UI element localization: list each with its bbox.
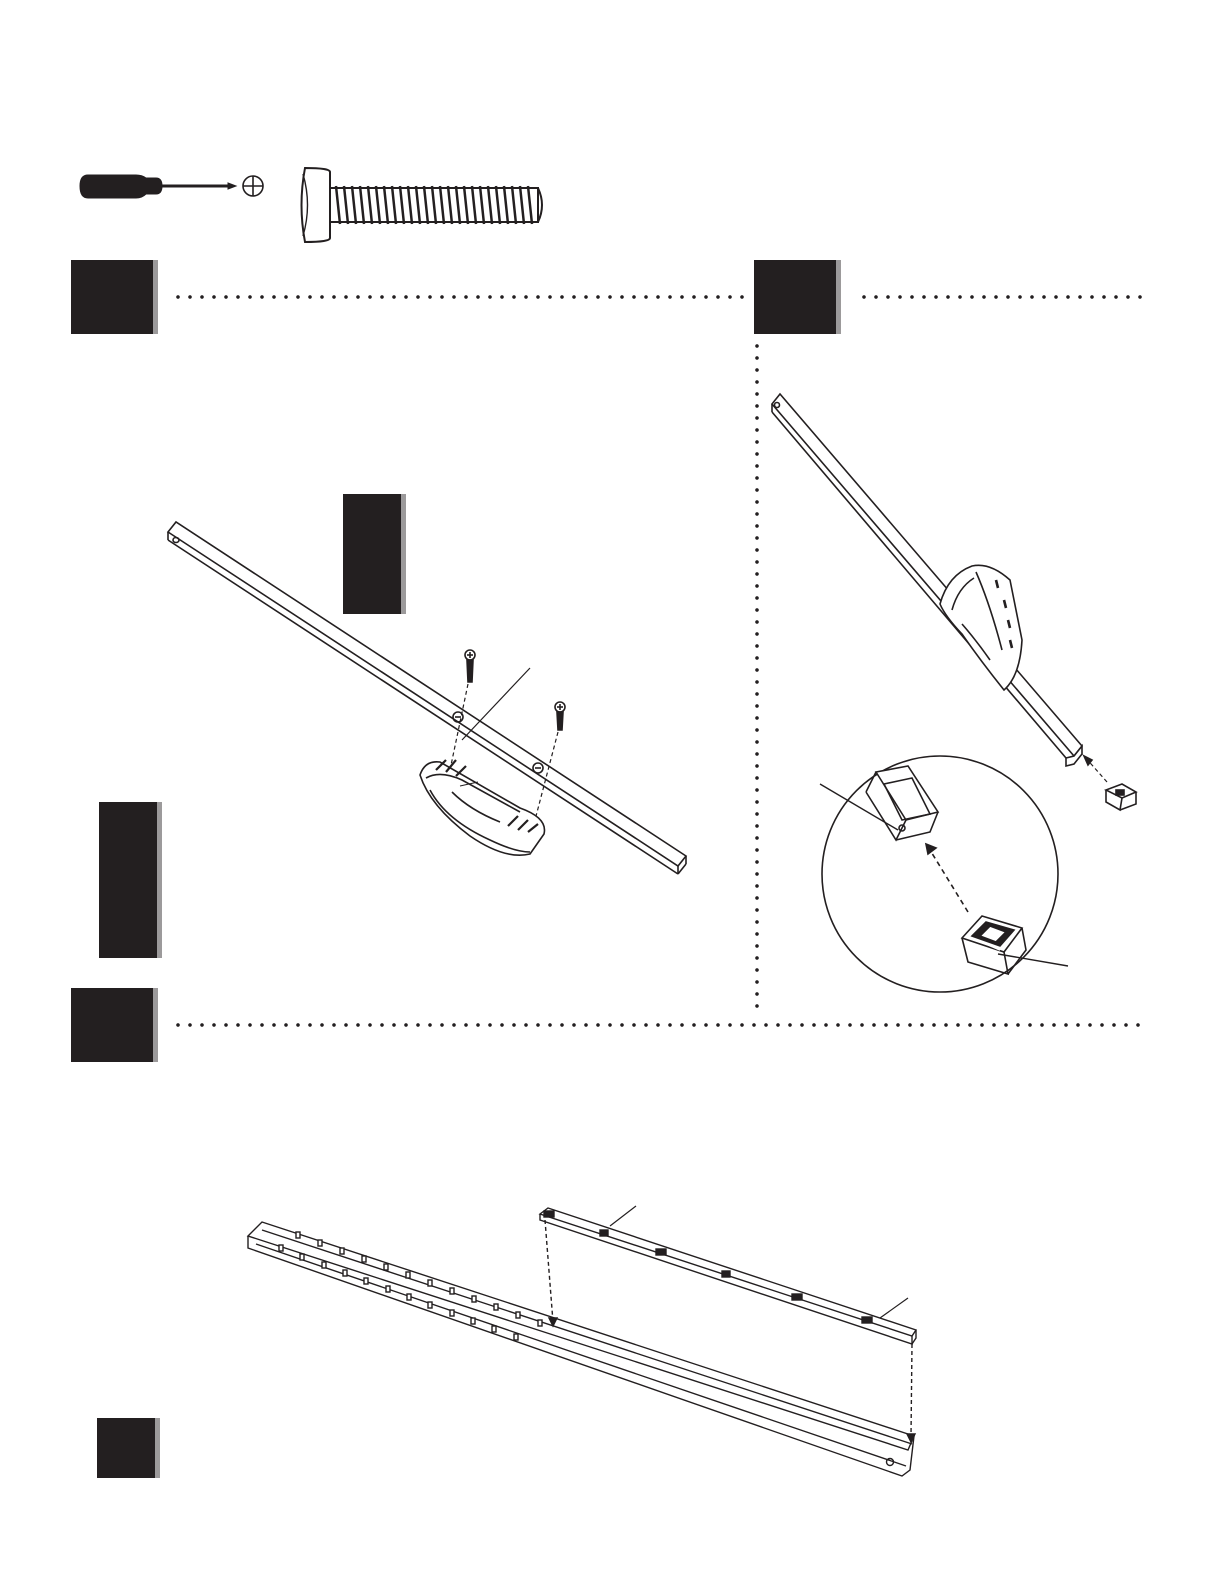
slotted-rail — [248, 1222, 914, 1476]
step-number-badge — [71, 988, 153, 1062]
mounting-strip — [540, 1208, 916, 1344]
square-tube — [168, 522, 686, 874]
step-a-illustration — [168, 522, 686, 874]
phillips-screwdriver-icon — [80, 175, 263, 198]
dotted-divider — [172, 1023, 1148, 1027]
part-label-panel — [97, 1418, 155, 1478]
dotted-divider-vertical — [755, 340, 759, 1016]
part-label-panel — [343, 494, 401, 614]
screw-icon — [302, 168, 543, 242]
dotted-divider — [172, 295, 750, 299]
step-number-badge — [754, 260, 836, 334]
end-cap-icon — [1106, 784, 1136, 810]
step-b-illustration — [772, 394, 1136, 992]
dotted-divider — [858, 295, 1148, 299]
step-c-illustration — [248, 1206, 916, 1476]
long-tube — [772, 394, 1082, 766]
detail-zoom-circle — [820, 756, 1068, 992]
part-label-panel — [99, 802, 157, 958]
screw-small-icon — [555, 702, 565, 730]
step-number-badge — [71, 260, 153, 334]
handle-grip — [940, 565, 1022, 690]
screw-small-icon — [465, 650, 475, 682]
